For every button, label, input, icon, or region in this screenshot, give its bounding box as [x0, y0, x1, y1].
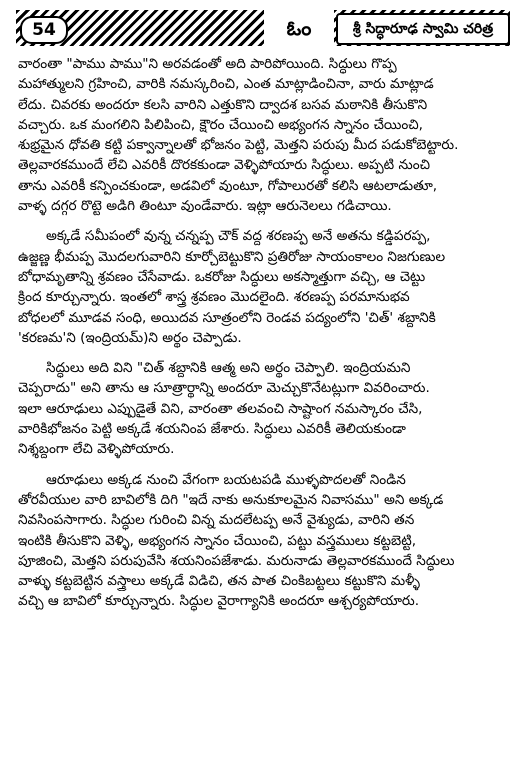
page-number: 54: [20, 16, 68, 44]
body-text: [18, 54, 504, 622]
running-title: శ్రీ సిద్ధారూఢ స్వామి చరిత్ర: [336, 13, 510, 45]
paragraph: [18, 470, 504, 612]
text-line: పూజించి, మెత్తని పరుపువేసి శయనింపజేశాడు. మరునాడు తెల్లవారకముందే సిద్ధులు: [18, 552, 455, 569]
text-line: తోరవీయుల వారి బావిలోకి దిగి "ఇదే నాకు అనుకూలమైన నివాసము" అని అక్కడ: [18, 491, 444, 508]
text-line: వచ్చి ఆ బావిలో కూర్చున్నారు. సిద్ధుల వైరాగ్యానికి అందరూ ఆశ్చర్యపోయారు.: [18, 593, 420, 610]
text-line: ఆరూఢులు అక్కడ నుంచి వేగంగా బయటపడి ముళ్ళపొదలతో నిండిన: [46, 471, 406, 488]
paragraph: [18, 226, 504, 348]
text-line: శుభ్రమైన ధోవతి కట్టి పక్వాన్నాలతో భోజనం పెట్టి, మెత్తని పరుపు మీద పడుకోబెట్టారు.: [18, 137, 459, 154]
paragraph: [18, 358, 504, 459]
text-line: వారికిభోజనం పెట్టి అక్కడే శయనింప జేశారు. సిద్ధులు ఎవరికీ తెలియకుండా: [18, 421, 406, 438]
text-line: ఇంటికి తీసుకొని వెళ్ళి, అభ్యంగన స్నానం చేయించి, పట్టు వస్త్రములు కట్టబెట్టి,: [18, 532, 417, 549]
text-line: 'కరణమ'ని (ఇంద్రియమ్)ని అర్థం చెప్పాడు.: [18, 329, 242, 346]
text-line: నివసింపసాగారు. సిద్ధుల గురించి విన్న మదలేటప్ప అనే వైశ్యుడు, వారిని తన: [18, 512, 415, 529]
text-line: నిశ్శబ్దంగా లేచి వెళ్ళిపోయారు.: [18, 441, 175, 458]
text-line: బోధామృతాన్ని శ్రవణం చేసేవాడు. ఒకరోజు సిద్ధులు అకస్మాత్తుగా వచ్చి, ఆ చెట్టు: [18, 268, 426, 285]
text-line: వచ్చారు. ఒక మంగలిని పిలిపించి, క్షౌరం చేయించి అభ్యంగన స్నానం చేయించి,: [18, 116, 424, 133]
text-line: ఉజ్జణ్ణ భీమప్ప మొదలగువారిని కూర్చోబెట్టుకొని ప్రతిరోజు సాయంకాలం నిజగుణుల: [18, 248, 446, 265]
text-line: తాను ఎవరికీ కన్పించకుండా, అడవిలో వుంటూ, గోపాలురతో కలిసి ఆటలాడుతూ,: [18, 177, 438, 194]
om-emblem-icon: ఓం: [264, 10, 334, 46]
text-line: వారంతా "పాము పాము"ని అరవడంతో అది పారిపోయింది. సిద్ధులు గొప్ప: [18, 56, 397, 72]
text-line: బోధలలో మూడవ సంధి, అయిదవ సూత్రంలోని రెండవ పద్యంలోని 'చిత్' శబ్దానికి: [18, 309, 436, 326]
paragraph: [18, 54, 504, 216]
page-header: [16, 10, 510, 46]
text-line: సిద్ధులు అది విని "చిత్ శబ్దానికి ఆత్మ అని అర్థం చెప్పాలి. ఇంద్రియమని: [46, 360, 411, 377]
text-line: వాళ్ళు కట్టబెట్టిన వస్త్రాలు అక్కడే విడిచి, తన పాత చింకిబట్టలు కట్టుకొని మళ్ళీ: [18, 573, 421, 590]
text-line: చెప్పరాదు" అని తాను ఆ సూత్రార్థాన్ని అందరూ మెచ్చుకొనేటట్లుగా వివరించారు.: [18, 380, 430, 397]
text-line: లేదు. చివరకు అందరూ కలసి వారిని ఎత్తుకొని ద్వాదశ బసవ మఠానికి తీసుకొని: [18, 96, 428, 113]
text-line: వాళ్ళ దగ్గర రొట్టె అడిగి తింటూ వుండేవారు. ఇట్లా ఆరునెలలు గడిచాయి.: [18, 198, 392, 215]
text-line: మహాత్ములని గ్రహించి, వారికి నమస్కరించి, ఎంత మాట్లాడించినా, వారు మాట్లాడ: [18, 76, 434, 93]
text-line: తెల్లవారకముందే లేచి ఎవరికీ దొరకకుండా వెళ్ళిపోయారు సిద్ధులు. అప్పటి నుంచి: [18, 157, 430, 174]
text-line: అక్కడే సమీపంలో వున్న చన్నప్ప చౌక్ వద్ద శరణప్ప అనే అతను కడ్డిపరప్ప,: [46, 228, 431, 245]
text-line: ఇలా ఆరూఢులు ఎప్పుడైతే విని, వారంతా తలవంచి సాష్టాంగ నమస్కారం చేసి,: [18, 400, 423, 417]
text-line: క్రింద కూర్చున్నారు. ఇంతలో శాస్త్ర శ్రవణం మొదలైంది. శరణప్ప పరమానుభవ: [18, 289, 410, 306]
